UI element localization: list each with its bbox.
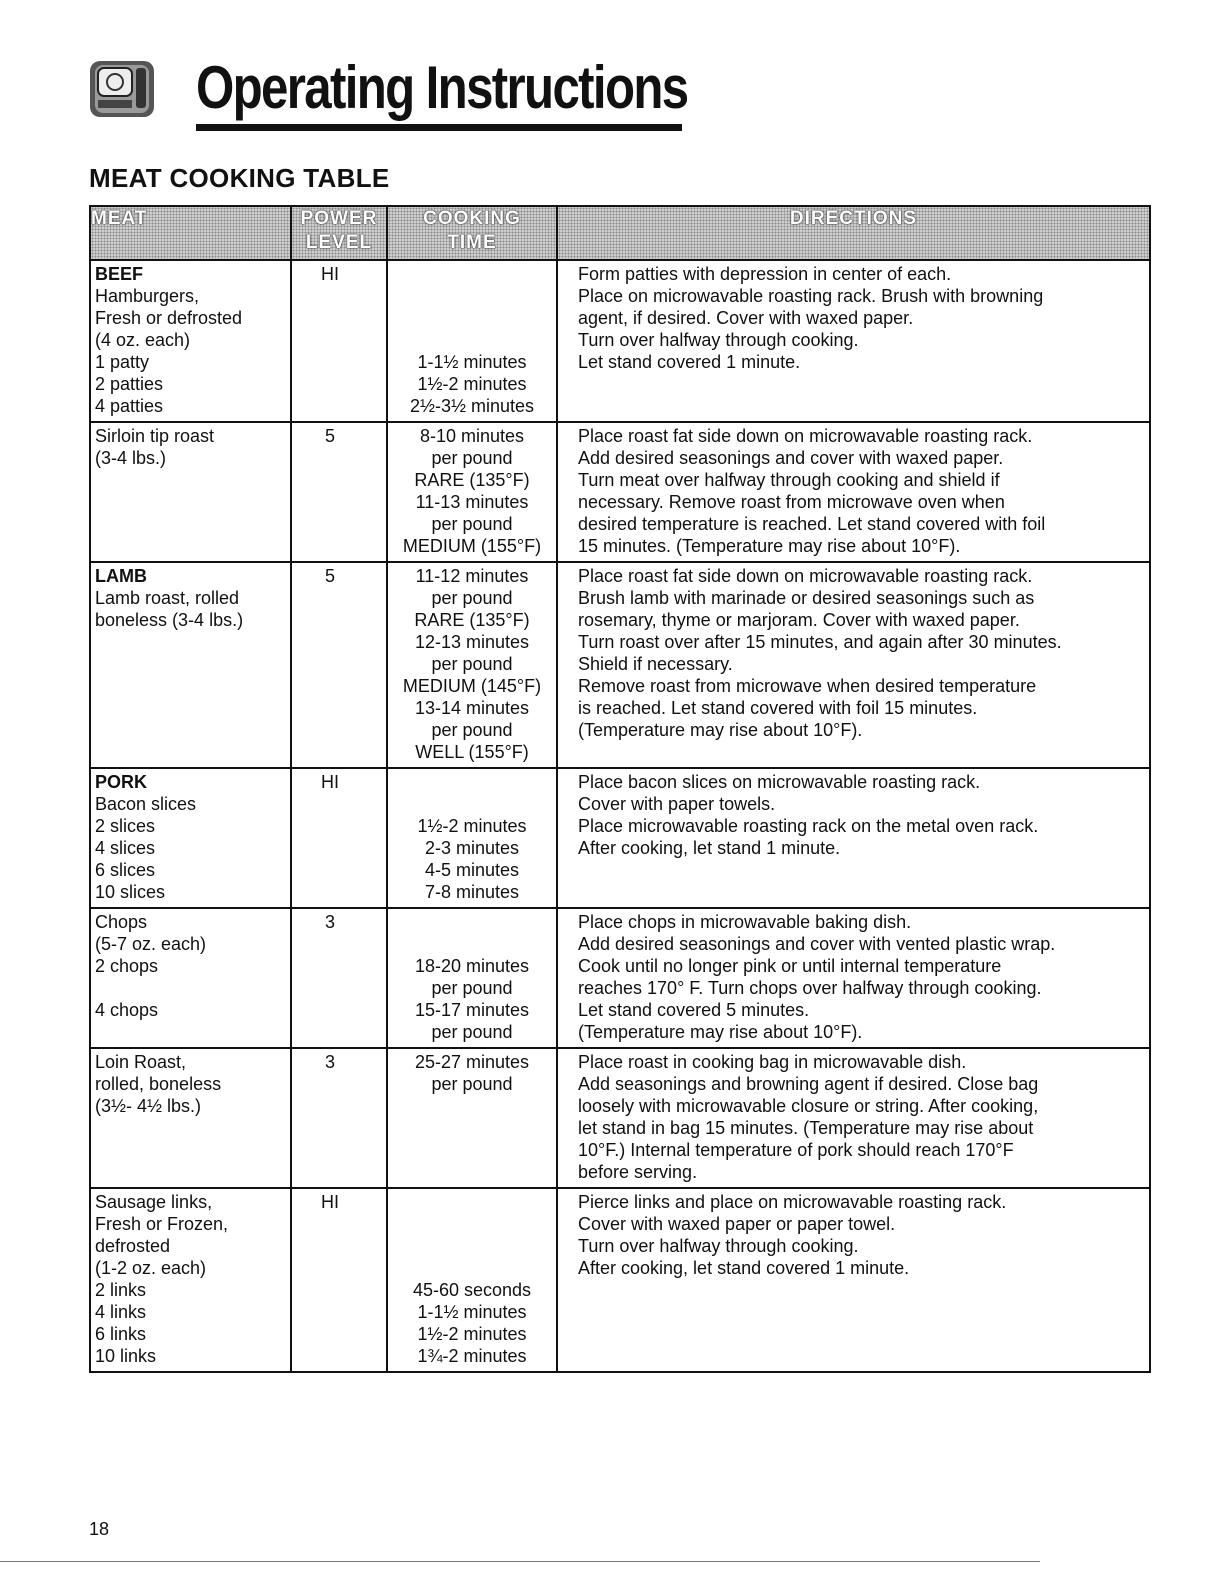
direction-line: Pierce links and place on microwavable roasting rack. — [578, 1192, 1007, 1212]
table-row — [90, 1188, 1150, 1372]
meat-line: 2 links — [95, 1280, 147, 1300]
power-level-cell — [291, 908, 387, 1048]
cooking-time-line: per pound — [431, 514, 513, 534]
direction-line: Let stand covered 1 minute. — [578, 352, 801, 372]
directions-cell — [557, 1048, 1150, 1188]
cooking-time-cell — [387, 908, 557, 1048]
column-header-power-level: POWER LEVEL — [291, 206, 387, 260]
cooking-time-cell — [387, 1048, 557, 1188]
table-row — [90, 422, 1150, 562]
directions-cell — [557, 422, 1150, 562]
direction-line: Cover with paper towels. — [578, 794, 776, 814]
meat-cell — [90, 908, 291, 1048]
power-level-cell — [291, 768, 387, 908]
directions-cell — [557, 768, 1150, 908]
meat-cooking-table — [89, 205, 1151, 1373]
cooking-time-line: WELL (155°F) — [415, 742, 529, 762]
direction-line: Form patties with depression in center of each. — [578, 264, 952, 284]
cooking-time-cell — [387, 562, 557, 768]
power-level-line: 5 — [324, 566, 335, 586]
cooking-time-line: 1-1½ minutes — [417, 352, 527, 372]
cooking-time-line: per pound — [431, 588, 513, 608]
direction-line: reaches 170° F. Turn chops over halfway through cooking. — [578, 978, 1042, 998]
cooking-time-line: per pound — [431, 654, 513, 674]
power-level-cell — [291, 1048, 387, 1188]
power-level-line: 3 — [324, 912, 335, 932]
cooking-time-line — [392, 933, 552, 955]
cooking-time-line — [392, 285, 552, 307]
meat-cell — [90, 562, 291, 768]
meat-line: 4 patties — [95, 396, 164, 416]
meat-cell — [90, 422, 291, 562]
column-header-cooking-time: COOKING TIME — [387, 206, 557, 260]
page-header — [86, 48, 686, 133]
meat-line: (5-7 oz. each) — [95, 934, 207, 954]
cooking-time-line: 1-1½ minutes — [417, 1302, 527, 1322]
meat-cell — [90, 260, 291, 422]
direction-line: Remove roast from microwave when desired temperature — [578, 676, 1037, 696]
meat-line: Sirloin tip roast — [95, 426, 215, 446]
direction-line: Brush lamb with marinade or desired seasonings such as — [578, 588, 1035, 608]
meat-line: Sausage links, — [95, 1192, 213, 1212]
direction-line: 15 minutes. (Temperature may rise about 10°F). — [578, 536, 961, 556]
direction-line: agent, if desired. Cover with waxed paper. — [578, 308, 914, 328]
table-row — [90, 908, 1150, 1048]
table-row — [90, 1048, 1150, 1188]
bottom-rule — [0, 1561, 1040, 1562]
cooking-time-line: RARE (135°F) — [414, 610, 530, 630]
meat-line: 2 slices — [95, 816, 156, 836]
power-level-cell — [291, 562, 387, 768]
cooking-time-line: 11-13 minutes — [415, 492, 529, 512]
meat-line: 10 slices — [95, 882, 166, 902]
meat-line: (4 oz. each) — [95, 330, 191, 350]
cooking-time-line: 2-3 minutes — [424, 838, 520, 858]
cooking-time-line — [392, 329, 552, 351]
meat-line: 1 patty — [95, 352, 150, 372]
meat-line: boneless (3-4 lbs.) — [95, 610, 244, 630]
meat-line: (3½- 4½ lbs.) — [95, 1096, 202, 1116]
meat-line: 10 links — [95, 1346, 157, 1366]
cooking-time-line — [392, 1213, 552, 1235]
meat-line: 2 chops — [95, 956, 159, 976]
direction-line: Shield if necessary. — [578, 654, 733, 674]
meat-cell — [90, 768, 291, 908]
meat-line: 4 links — [95, 1302, 147, 1322]
direction-line: Add seasonings and browning agent if desired. Close bag — [578, 1074, 1039, 1094]
directions-cell — [557, 908, 1150, 1048]
column-header-meat: MEAT — [90, 206, 291, 260]
cooking-time-line — [392, 1191, 552, 1213]
direction-line: After cooking, let stand covered 1 minute. — [578, 1258, 910, 1278]
direction-line: loosely with microwavable closure or string. After cooking, — [578, 1096, 1039, 1116]
direction-line: Place roast fat side down on microwavable roasting rack. — [578, 426, 1033, 446]
direction-line: rosemary, thyme or marjoram. Cover with waxed paper. — [578, 610, 1020, 630]
meat-line: Hamburgers, — [95, 286, 200, 306]
meat-line: 4 chops — [95, 1000, 159, 1020]
cooking-time-line: 18-20 minutes — [414, 956, 530, 976]
meat-line: 6 links — [95, 1324, 147, 1344]
direction-line: Place chops in microwavable baking dish. — [578, 912, 912, 932]
table-header-row — [90, 206, 1150, 260]
meat-line: defrosted — [95, 1236, 171, 1256]
direction-line: Place bacon slices on microwavable roasting rack. — [578, 772, 981, 792]
cooking-time-line: per pound — [431, 978, 513, 998]
meat-cell — [90, 1188, 291, 1372]
cooking-time-line: MEDIUM (155°F) — [402, 536, 542, 556]
directions-cell — [557, 562, 1150, 768]
meat-line: 4 slices — [95, 838, 156, 858]
power-level-cell — [291, 422, 387, 562]
direction-line: Cover with waxed paper or paper towel. — [578, 1214, 896, 1234]
direction-line: before serving. — [578, 1162, 698, 1182]
direction-line: Place roast fat side down on microwavable roasting rack. — [578, 566, 1033, 586]
cooking-time-line: 13-14 minutes — [414, 698, 530, 718]
direction-line: Let stand covered 5 minutes. — [578, 1000, 810, 1020]
table-row — [90, 260, 1150, 422]
direction-line: necessary. Remove roast from microwave oven when — [578, 492, 1005, 512]
direction-line: let stand in bag 15 minutes. (Temperature may rise about — [578, 1118, 1034, 1138]
cooking-time-line: per pound — [431, 720, 513, 740]
direction-line: Place microwavable roasting rack on the metal oven rack. — [578, 816, 1039, 836]
column-header-directions: DIRECTIONS — [557, 206, 1150, 260]
direction-line: Turn meat over halfway through cooking and shield if — [578, 470, 1000, 490]
cooking-time-line: 25-27 minutes — [414, 1052, 530, 1072]
meat-cell — [90, 1048, 291, 1188]
cooking-time-line: 45-60 seconds — [412, 1280, 532, 1300]
meat-category: BEEF — [95, 264, 144, 284]
page-number: 18 — [89, 1519, 110, 1539]
title-underline — [196, 124, 682, 131]
cooking-time-line: 12-13 minutes — [414, 632, 530, 652]
microwave-book-icon — [89, 60, 155, 118]
cooking-time-cell — [387, 260, 557, 422]
cooking-time-line: 1¾-2 minutes — [417, 1346, 527, 1366]
direction-line: 10°F.) Internal temperature of pork should reach 170°F — [578, 1140, 1014, 1160]
meat-line: Fresh or defrosted — [95, 308, 243, 328]
cooking-time-line: RARE (135°F) — [414, 470, 530, 490]
meat-line: (3-4 lbs.) — [95, 448, 167, 468]
power-level-line: HI — [321, 264, 339, 284]
cooking-time-line: 8-10 minutes — [419, 426, 525, 446]
cooking-time-line — [392, 793, 552, 815]
direction-line: (Temperature may rise about 10°F). — [578, 1022, 863, 1042]
cooking-time-line: 1½-2 minutes — [417, 1324, 527, 1344]
meat-line: 2 patties — [95, 374, 164, 394]
table-body — [90, 260, 1150, 1372]
direction-line: After cooking, let stand 1 minute. — [578, 838, 841, 858]
power-level-cell — [291, 260, 387, 422]
power-level-line: 3 — [324, 1052, 335, 1072]
meat-line: 6 slices — [95, 860, 156, 880]
meat-line: Loin Roast, — [95, 1052, 187, 1072]
direction-line: Add desired seasonings and cover with vented plastic wrap. — [578, 934, 1056, 954]
power-level-line: HI — [321, 772, 339, 792]
section-title: MEAT COOKING TABLE — [89, 163, 390, 193]
direction-line: Place roast in cooking bag in microwavable dish. — [578, 1052, 967, 1072]
table-row — [90, 768, 1150, 908]
power-level-cell — [291, 1188, 387, 1372]
cooking-time-cell — [387, 768, 557, 908]
cooking-time-line — [392, 911, 552, 933]
direction-line: is reached. Let stand covered with foil 15 minutes. — [578, 698, 978, 718]
cooking-time-line: 15-17 minutes — [414, 1000, 530, 1020]
meat-line: Chops — [95, 912, 148, 932]
cooking-time-line: 1½-2 minutes — [417, 374, 527, 394]
meat-line: Lamb roast, rolled — [95, 588, 240, 608]
cooking-time-line: per pound — [431, 1074, 513, 1094]
directions-cell — [557, 1188, 1150, 1372]
direction-line: Turn over halfway through cooking. — [578, 1236, 859, 1256]
cooking-time-cell — [387, 1188, 557, 1372]
cooking-time-line: 4-5 minutes — [424, 860, 520, 880]
meat-category: PORK — [95, 772, 148, 792]
meat-line: rolled, boneless — [95, 1074, 222, 1094]
meat-line: Fresh or Frozen, — [95, 1214, 229, 1234]
direction-line: Cook until no longer pink or until internal temperature — [578, 956, 1002, 976]
meat-line: (1-2 oz. each) — [95, 1258, 207, 1278]
cooking-time-line: 1½-2 minutes — [417, 816, 527, 836]
cooking-time-line — [392, 1257, 552, 1279]
power-level-line: 5 — [324, 426, 335, 446]
cooking-time-line — [392, 263, 552, 285]
direction-line: (Temperature may rise about 10°F). — [578, 720, 863, 740]
direction-line: Turn roast over after 15 minutes, and again after 30 minutes. — [578, 632, 1062, 652]
cooking-time-line: per pound — [431, 448, 513, 468]
cooking-time-cell — [387, 422, 557, 562]
cooking-time-line: 2½-3½ minutes — [409, 396, 535, 416]
cooking-time-line: MEDIUM (145°F) — [402, 676, 542, 696]
cooking-time-line: 11-12 minutes — [415, 566, 529, 586]
cooking-time-line — [392, 307, 552, 329]
table-row — [90, 562, 1150, 768]
direction-line: desired temperature is reached. Let stand covered with foil — [578, 514, 1046, 534]
meat-line: Bacon slices — [95, 794, 197, 814]
directions-cell — [557, 260, 1150, 422]
power-level-line: HI — [321, 1192, 339, 1212]
cooking-time-line — [392, 771, 552, 793]
cooking-time-line: 7-8 minutes — [424, 882, 520, 902]
cooking-time-line — [392, 1235, 552, 1257]
page-title: Operating Instructions — [196, 54, 688, 121]
direction-line: Add desired seasonings and cover with waxed paper. — [578, 448, 1004, 468]
meat-line — [95, 977, 286, 999]
direction-line: Place on microwavable roasting rack. Brush with browning — [578, 286, 1044, 306]
direction-line: Turn over halfway through cooking. — [578, 330, 859, 350]
meat-category: LAMB — [95, 566, 147, 586]
cooking-time-line: per pound — [431, 1022, 513, 1042]
